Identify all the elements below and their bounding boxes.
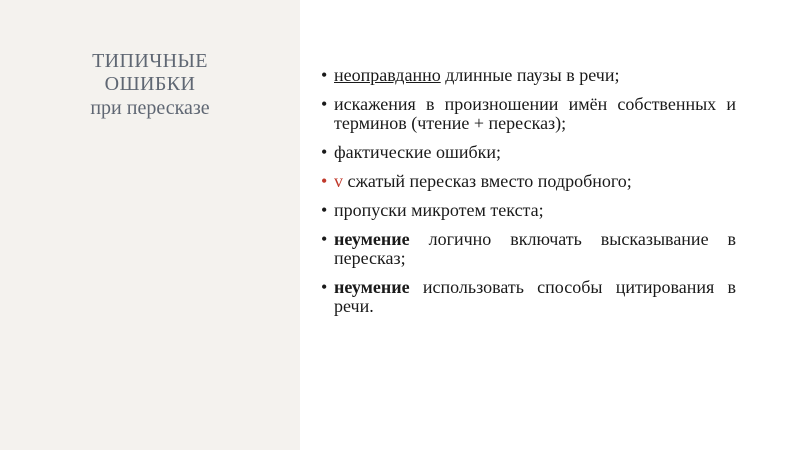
title-block — [0, 50, 300, 120]
item-bold-text: неумение — [334, 229, 410, 249]
list-item — [334, 278, 736, 316]
item-text: фактические ошибки; — [334, 142, 502, 162]
item-text: использовать способы цитирования в речи. — [334, 277, 736, 316]
title-line-2: ОШИБКИ — [104, 73, 196, 95]
list-item — [334, 172, 736, 191]
item-text: сжатый пересказ вместо подробного; — [343, 171, 632, 191]
list-item — [334, 201, 736, 220]
list-item — [334, 230, 736, 268]
item-bold-text: неумение — [334, 277, 410, 297]
item-underlined-text: неоправданно — [334, 65, 441, 85]
subtitle: при пересказе — [90, 97, 210, 119]
list-item — [334, 66, 736, 85]
check-mark-icon: v — [334, 171, 343, 191]
bullet-list — [334, 66, 736, 316]
item-text: пропуски микротем текста; — [334, 200, 544, 220]
list-item — [334, 95, 736, 133]
item-text: длинные паузы в речи; — [440, 65, 620, 85]
content-area — [334, 66, 736, 326]
left-panel — [0, 0, 300, 450]
item-text: искажения в произношении имён собственных и терминов (чтение + пересказ); — [334, 94, 736, 133]
item-text: логично включать высказывание в пересказ; — [334, 229, 736, 268]
title-line-1: ТИПИЧНЫЕ — [92, 50, 208, 72]
list-item — [334, 143, 736, 162]
